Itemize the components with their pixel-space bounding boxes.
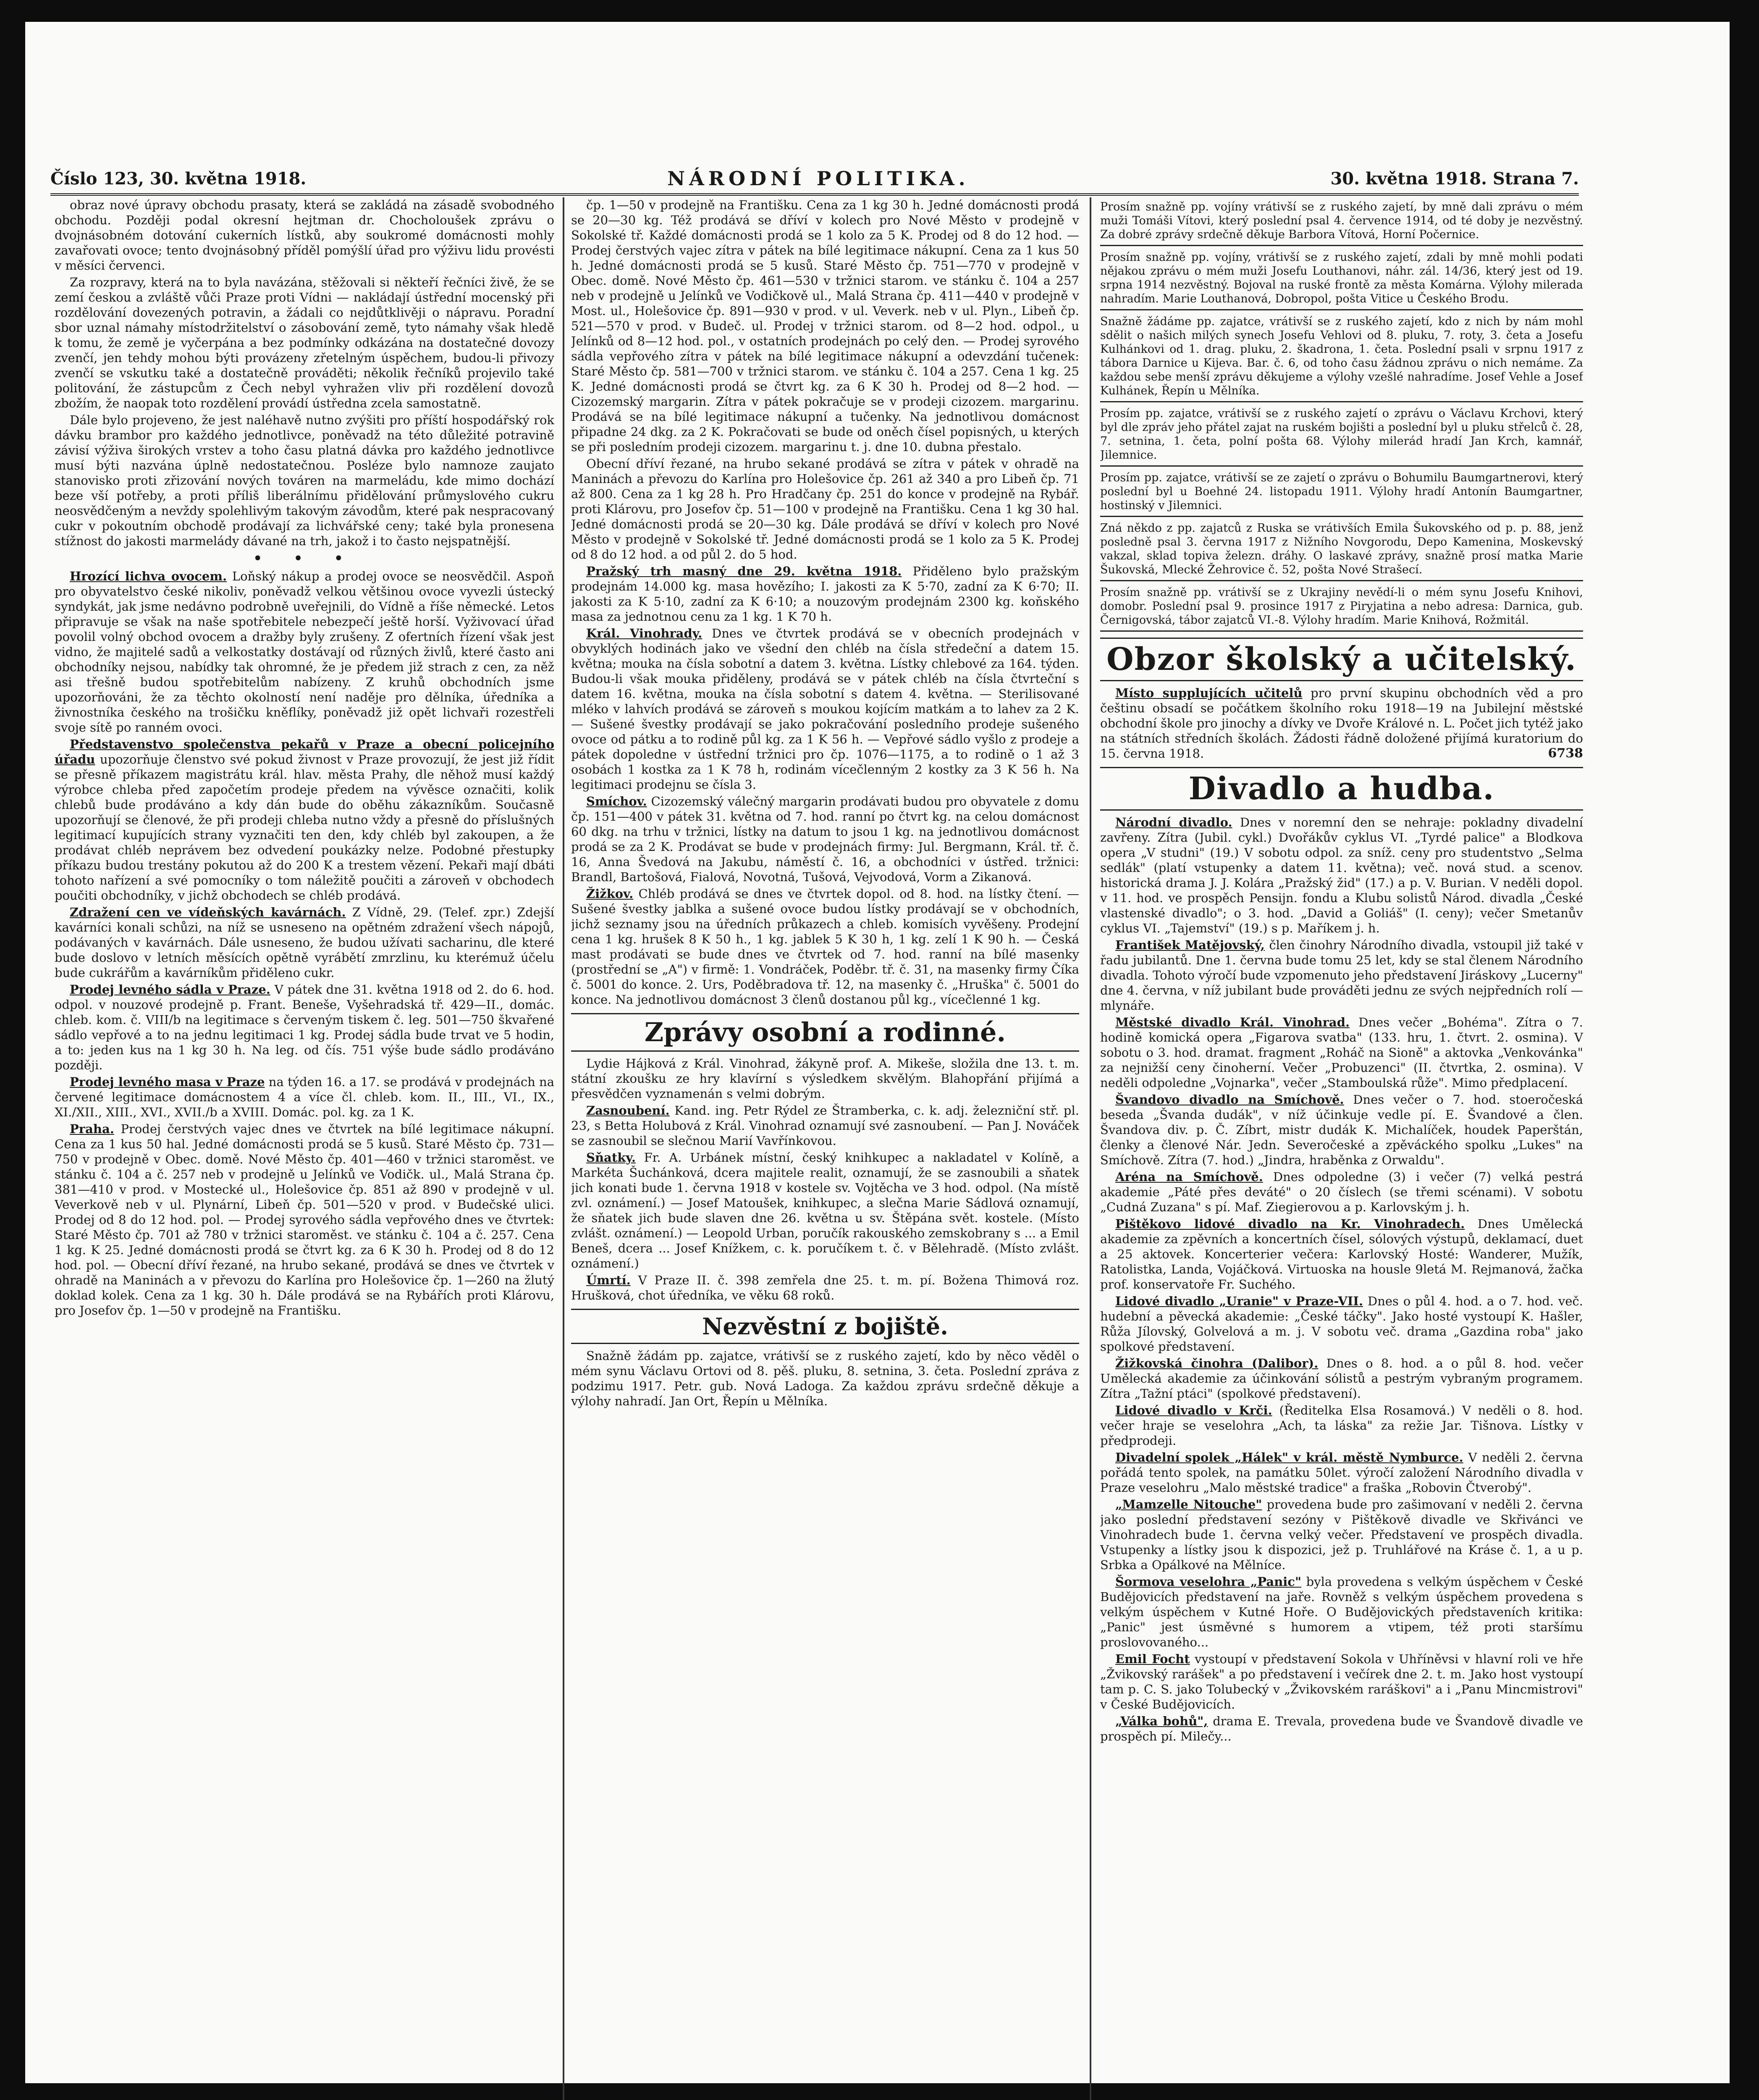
- news-body: Kand. ing. Petr Rýdel ze Štramberka, c. k. adj. železniční stř. pl. 23, s Betta Holubová z Král. Vinohrad oznamují své zasnoubení. — Pan J. Nováček se zasnoubil se slečnou Marií Vavřínkovou.: [571, 1103, 1079, 1148]
- news-item: [571, 794, 1079, 885]
- news-body: člen činohry Národního divadla, vstoupil již také v řadu jubilantů. Dne 1. června bude tomu 25 let, kdy se stal členem Národního divadla. Tohoto výročí bude vzpomenuto jeho představení Jiráskovy „Lucerny" dne 4. června, v níž jubilant bude prováděti jednu ze svých nejpředních rolí — mlynáře.: [1100, 938, 1583, 1013]
- news-lead: Prodej levného masa v Praze: [70, 1075, 265, 1089]
- news-body: Dnes večer o 7. hod. stoeročeská beseda „Švanda dudák", v níž účinkuje vedle pí. E. Švandové a člen. Švandova div. p. Č. Zíbrt, mistr dudák K. Michalíček, houdek Paperštán, členky a členové Nár. Jedn. Severočeské a zpěváckého spolku „Lukes" na Smíchově. Zítra (7. hod.) „Jindra, hraběnka z Orwaldu".: [1100, 1092, 1583, 1167]
- news-lead: Šormova veselohra „Panic": [1115, 1575, 1302, 1589]
- column-3: [1100, 197, 1583, 2100]
- column-1: [55, 197, 554, 2100]
- section-heading-theatre: Divadlo a hudba.: [1100, 767, 1583, 811]
- article-paragraph: Obecní dříví řezané, na hrubo sekané prodává se zítra v pátek v ohradě na Maninách a převozu do Karlína pro Holešovice čp. 261 až 340 a pro Libeň čp. 71 až 800. Cena za 1 kg 28 h. Pro Hradčany čp. 251 do konce v prodejně na Rybář. proti Klárovu, pro Josefov čp. 51—100 v prodejně na Františku. Cena 1 kg 30 hal. Jedné domácnosti prodá se 20—30 kg. Dále prodává se dříví v kolech pro Nové Město v prodejně v Sokolské tř. Jedné domácnosti prodá se 1 kolo za 5 K. Prodej od 8 do 12 hod. a od půl 2. do 5 hod.: [571, 457, 1079, 562]
- news-item: [1100, 1714, 1583, 1744]
- news-body: Dnes o 8. hod. a o půl 8. hod. večer Umělecká akademie za účinkování sólistů a pestrým vybraným programem. Zítra „Tažní ptáci" (spolkové představení).: [1100, 1356, 1583, 1401]
- missing-person-notice: Prosím snažně pp. vojíny vrátivší se z ruského zajetí, by mně dali zprávu o mém muži Tomáši Vítovi, který poslední psal 4. července 1914, od té doby je nezvěstný. Za dobré zprávy srdečně děkuje Barbora Vítová, Horní Počernice.: [1100, 197, 1583, 246]
- news-body: byla provedena s velkým úspěchem v České Budějovicích představení na jaře. Rovněž s velkým úspěchem provedena s velkým úspěchem v Kutné Hoře. O Budějovických představeních kritika: „Panic" jest úsměvné s humorem a vtipem, též proti staršímu proslovovaného...: [1100, 1575, 1583, 1649]
- section-heading-school: Obzor školský a učitelský.: [1100, 638, 1583, 681]
- news-body: V neděli 2. června pořádá tento spolek, na památku 50let. výročí založení Národního divadla v Praze veselohru „Malo městské tradice" a fraška „Robovin Čtverobý".: [1100, 1450, 1583, 1495]
- news-body: pro první skupinu obchodních věd a pro češtinu obsadí se počátkem školního roku 1918—19 na Jubilejní městské obchodní škole pro jinochy a dívky ve Dvoře Králové n. L. Počet jich tytéž jako na státních středních školách. Žádosti řádně doložené přijímá kuratorium do 15. června 1918.: [1100, 686, 1583, 761]
- news-item: [55, 982, 554, 1073]
- column-rule: [563, 197, 564, 2100]
- news-item: [1100, 1216, 1583, 1292]
- news-body: Chléb prodává se dnes ve čtvrtek dopol. od 8. hod. na lístky čtení. — Sušené švestky jablka a sušené ovoce budou lístky prodávají se v obchodních, jichž seznamy jsou na úředních průkazech a chleb. komisích vyvěšeny. Prodejní cena 1 kg. hrušek 8 K 50 h., 1 kg. jablek 5 K 30 h, 1 kg. zelí 1 K 90 h. — Česká mast prodávati se bude dnes ve čtvrtek od 7. hod. ranní na bílé masenky (prostřední se „A") v firmě: 1. Vondráček, Poděbr. tř. č. 31, na masenky firmy Číka č. 5001 do konce. 2. Urs, Poděbradova tř. 12, na masenky č. „Hruška" č. 5001 do konce. Na jednotlivou domácnost 3 členů dostanou půl kg., vícečlenné 1 kg.: [571, 887, 1079, 1007]
- news-lead: „Válka bohů",: [1115, 1714, 1208, 1728]
- news-body: Prodej čerstvých vajec dnes ve čtvrtek na bílé legitimace nákupní. Cena za 1 kus 50 hal. Jedné domácnosti prodá se 5 kusů. Staré Město čp. 731—750 v prodejně v Obec. domě. Nové Město čp. 401—460 v tržnici staroměst. ve stánku č. 104 a č. 257 neb v prodejně u Jelínků ve Vodičk. ul., Malá Strana čp. 381—410 v prod. v Mostecké ul., Holešovice čp. 851 až 890 v prodejně v ul. Veverkově neb v ul. Plynární, Libeň čp. 501—520 v prod. v Budečské ulici. Prodej od 8 do 12 hod. pol. — Prodej syrového sádla vepřového dnes ve čtvrtek: Staré Město čp. 701 až 780 v tržnici staroměst. ve stánku č. 104 a č. 257. Cena 1 kg. K 25. Jedné domácnosti prodá se čtvrt kg. za 6 K 30 h. Prodej od 8 do 12 hod. pol. — Obecní dříví řezané, na hrubo sekané, prodává se dnes ve čtvrtek v ohradě na Maninách a v převozu do Karlína pro Holešovice čp. 1—260 na žlutý doklad kolek. Cena za 1 kg. 30 h. Dále prodává se na Rybářích proti Klárovu, pro Josefov čp. 1—50 v prodejně na Františku.: [55, 1122, 554, 1318]
- news-item: [571, 1103, 1079, 1148]
- scan-border-top: [0, 0, 1759, 22]
- news-lead: Pištěkovo lidové divadlo na Kr. Vinohradech.: [1115, 1217, 1465, 1231]
- article-paragraph: Snažně žádám pp. zajatce, vrátivší se z ruského zajetí, kdo by něco věděl o mém synu Václavu Ortovi od 8. pěš. pluku, 8. setnina, 3. četa. Poslední zpráva z podzimu 1917. Petr. gub. Nová Ladoga. Za každou zprávu srdečně děkuje a výlohy nahradí. Jan Ort, Řepín u Mělníka.: [571, 1349, 1079, 1408]
- news-body: (Ředitelka Elsa Rosamová.) V neděli o 8. hod. večer hraje se veselohra „Ach, ta láska" za režie Jar. Tišnova. Lístky v předprodeji.: [1100, 1403, 1583, 1448]
- news-body: Dnes o půl 4. hod. a o 7. hod. več. hudební a pěvecká akademie: „České táčky". Jako hosté vystoupí K. Hašler, Růža Jílovský, Golvelová a m. j. V sobotu več. drama „Gazdina roba" jako spolkové představení.: [1100, 1294, 1583, 1354]
- issue-info: Číslo 123, 30. května 1918.: [50, 168, 307, 189]
- news-item: [1100, 1497, 1583, 1572]
- section-heading-personal: Zprávy osobní a rodinné.: [571, 1013, 1079, 1052]
- news-lead: František Matějovský,: [1115, 938, 1265, 952]
- news-lead: Hrozící lichva ovocem.: [70, 569, 227, 583]
- article-paragraph: Lydie Hájková z Král. Vinohrad, žákyně prof. A. Mikeše, složila dne 13. t. m. státní zkoušku ze hry klavírní s výsledkem skvělým. Blahopřání přijímá a přesvědčen vyznamenán s velmi dobrým.: [571, 1056, 1079, 1101]
- news-lead: Úmrtí.: [586, 1273, 631, 1287]
- news-item: [1100, 1403, 1583, 1448]
- news-item: [1100, 1092, 1583, 1168]
- news-item: [571, 564, 1079, 624]
- news-lead: Národní divadlo.: [1115, 815, 1232, 830]
- news-body: na týden 16. a 17. se prodává v prodejnách na červené legitimace domácnostem 4 a více čl. chleb. kom. II., III., VI., IX., XI./XII., XIII., XVI., XVII./b a XVIII. Domác. pol. kg. za 1 K.: [55, 1075, 554, 1119]
- scan-border-left: [0, 0, 25, 2100]
- news-lead: Pražský trh masný dne 29. května 1918.: [586, 564, 902, 578]
- news-body: upozorňuje členstvo své pokud živnost v Praze provozují, že jest již řídit se přesně příkazem magistrátu král. hlav. města Prahy, dle něhož musí každý výrobce chleba před započetím prodeje předem na vývěsce označiti, kolik chlebů bude prodáváno a kdy dán bude do oběhu zákazníkům. Současně upozorňují se členové, že při prodeji chleba nutno vždy a přesně do příslušných legitimací kupujících strany vyznačiti ten den, kdy chléb byl zakoupen, a že prodávat chléb neprávem bez odvedení poukázky nelze. Podobné přestupky příkazu budou trestány pokutou až do 200 K a trestem vězení. Pekaři mají dbáti tohoto nařízení a své pomocníky o tom náležitě poučiti a zároveň v obchodech poučiti obchodníky, v jichž obchodech se chléb prodává.: [55, 752, 554, 903]
- missing-person-notice: Snažně žádáme pp. zajatce, vrátivší se z ruského zajetí, kdo z nich by nám mohl sdělit o našich milých synech Josefu Vehlovi od 8. pluku, 7. roty, 3. četa a Josefu Kulhánkovi od 1. drag. pluku, 2. škadrona, 1. četa. Poslední psali v srpnu 1917 z tábora Darnice u Kijeva. Bar. č. 6, od toho času žádnou zprávu o nich nemáme. Za každou sebe menší zprávu děkujeme a výlohy vzešlé nahradíme. Josef Vehle a Josef Kulhánek, Řepín u Mělníka.: [1100, 312, 1583, 402]
- news-lead: Emil Focht: [1115, 1652, 1190, 1666]
- article-paragraph: Za rozpravy, která na to byla navázána, stěžovali si někteří řečníci živě, že se zemí českou a zvláště vůči Praze proti Vídni — nakládají ústřední mocenský při rozdělování dovezených potravin, a žádali co nejdůtklivěji o nápravu. Poradní sbor uznal námahy místodržitelství o zásobování země, tyto námahy však hledě k tomu, že země je vyčerpána a bez podmínky odkázána na dostatečné dovozy zvenčí, jen tehdy mohou býti provázeny zřetelným úspěchem, budou-li přivozy zvenčí se vskutku také a dostatečně prováděti; několik řečníků projevilo také politování, že zástupcům z Čech nebyl vyhražen vliv při rozdělení dovozů zbožím, že naopak toto rozdělení provádí ústředna zcela samostatně.: [55, 275, 554, 410]
- ad-number: 6738: [1548, 746, 1583, 761]
- news-item: [55, 1121, 554, 1318]
- news-item: [55, 737, 554, 903]
- news-body: Fr. A. Urbánek místní, český knihkupec a nakladatel v Kolíně, a Markéta Šuchánková, dcera majitele realit, oznamují, že se zasnoubili a sňatek jich konati bude 1. června 1918 v kostele sv. Vojtěcha ve 3 hod. odpol. (Na místě zvl. oznámení.) — Josef Matoušek, knihkupec, a slečna Marie Sádlová oznamují, že sňatek jich bude slaven dne 26. května u sv. Štěpána svět. kostele. (Místo zvlášt. oznámení.) — Leopold Urban, poručík rakouského zemskobrany s ... a Emil Beneš, dcera ... Josef Knížkem, c. k. poručíkem t. č. v Bělehradě. (Místo zvlášt. oznámení.): [571, 1150, 1079, 1270]
- news-item: [571, 1273, 1079, 1303]
- news-body: Dnes v noremní den se nehraje: pokladny divadelní zavřeny. Zítra (Jubil. cykl.) Dvořákův cyklus VI. „Tyrdé palice" a Blodkova opera „V studni" (19.) V sobotu odpol. za sníž. ceny pro studentstvo „Selma sedlák" (platí vstupenky a datem 11. května); več. nová stud. a scenov. historická drama J. J. Kolára „Pražský žid" (17.) a p. V. Burian. V neděli dopol. v 11. hod. ve prospěch Pensijn. fondu a Klubu solistů Národ. divadla „České vlastenské divadlo"; o 3. hod. „David a Goliáš" (I. ceny); večer Smetanův cyklus VI. „Tajemství" (19.) s p. Maříkem j. h.: [1100, 815, 1583, 935]
- page-header: [50, 164, 1579, 196]
- news-lead: Smíchov.: [586, 794, 647, 808]
- news-body: vystoupí v představení Sokola v Uhříněvsi v hlavní roli ve hře „Žvikovský rarášek" a po představení i večírek dne 2. t. m. Jako host vystoupí tam p. C. S. jako Tolubecký v „Žvikovském raráškovi" a i „Panu Mincmistrovi" v České Budějovicích.: [1100, 1652, 1583, 1712]
- missing-person-notice: Prosím snažně pp. vojíny, vrátivší se z ruského zajetí, zdali by mně mohli podati nějakou zprávu o mém muži Josefu Louthanovi, náhr. zál. 14/36, který jest od 19. srpna 1914 nezvěstný. Bojoval na ruské frontě za města Komárna. Výlohy milerada nahradím. Marie Louthanová, Dobropol, pošta Vitice u Českého Brodu.: [1100, 248, 1583, 310]
- news-item: [1100, 937, 1583, 1013]
- news-item: [55, 905, 554, 980]
- news-lead: Lidové divadlo „Uranie" v Praze-VII.: [1115, 1294, 1363, 1308]
- news-item: [571, 1150, 1079, 1271]
- missing-person-notice: Prosím pp. zajatce, vrátivší se ze zajetí o zprávu o Bohumilu Baumgartnerovi, který poslední byl u Boehné 24. listopadu 1911. Výlohy hradí Antonín Baumgartner, hostinský v Jilemnici.: [1100, 468, 1583, 517]
- separator-dots: • • •: [252, 549, 357, 568]
- news-body: Loňský nákup a prodej ovoce se neosvědčil. Aspoň pro obyvatelstvo české nikoliv, poněvadž velkou většinou ovoce vyvezli ústecký syndykát, jak jsme nedávno podrobně uveřejnili, do Vídně a říše německé. Letos připravuje se však na naše spotřebitele nebezpečí ještě horší. Vyživovací úřad povolil volný obchod ovocem a dražby byly zrušeny. Z ofertních řízení však jest vidno, že majitelé sadů a velkostatky dostávají od různých živlů, které často ani obchodníky nejsou, nabídky tak ohromné, že je předem již strach z cen, za něž asi třešně budou spotřebitelům nabízeny. Z kruhů obchodních jsme upozorňováni, že za těchto okolností není naděje pro dělníka, úředníka a živnostníka českého na trošičku kněflíky, poněvadž již opět lichvaři rozestřeli svoje sítě po ranném ovoci.: [55, 569, 554, 735]
- news-item: [1100, 1651, 1583, 1712]
- news-body: Dnes večer „Bohéma". Zítra o 7. hodině komická opera „Figarova svatba" (133. hru, 1. čtvrt. 2. osmina). V sobotu o 3. hod. dramat. fragment „Roháč na Sioně" a aktovka „Venkovánka" za nejnižší ceny činoherní. Večer „Probuzenci" (II. čtvrtka, 2. osmina). V neděli odpoledne „Vojnarka", večer „Stamboulská růže". Mimo předplacení.: [1100, 1015, 1583, 1090]
- news-item: [1100, 815, 1583, 936]
- news-lead: Žižkovská činohra (Dalibor).: [1115, 1356, 1319, 1370]
- missing-person-notice: Prosím snažně pp. vrátivší se z Ukrajiny nevědí-li o mém synu Josefu Knihovi, domobr. Poslední psal 9. prosince 1917 z Piryjatina a nebo adresa: Darnica, gub. Černigovská, tábor zajatců VI.-8. Výlohy hradím. Marie Knihová, Rožmitál.: [1100, 583, 1583, 632]
- news-lead: Aréna na Smíchově.: [1115, 1170, 1263, 1184]
- article-paragraph: čp. 1—50 v prodejně na Františku. Cena za 1 kg 30 h. Jedné domácnosti prodá se 20—30 kg. Též prodává se dříví v kolech pro Nové Město v prodejně v Sokolské tř. Každé domácnosti prodá se 1 kolo za 5 K. Prodej od 8 do 12 hod. — Prodej čerstvých vajec zítra v pátek na bílé legitimace nákupní. Cena za 1 kus 50 h. Jedné domácnosti prodá se 5 kusů. Staré Město čp. 751—770 v prodejně v Obec. domě. Nové Město čp. 461—530 v tržnici starom. ve stánku č. 104 a 257 neb v prodejně u Jelínků ve Vodičkově ul., Malá Strana čp. 411—440 v prodejně v Most. ul., Holešovice čp. 891—930 v prod. v ul. Veverk. neb v ul. Plyn., Libeň čp. 521—570 v prod. v Budeč. ul. Prodej v tržnici starom. od 8—2 hod. odpol., u Jelínků od 8—12 hod. pol., v ostatních prodejnách po celý den. — Prodej syrového sádla vepřového zítra v pátek na bílé legitimace nákupní a odevzdání tučenek: Staré Město čp. 581—700 v tržnici starom. ve stánku č. 104 a 257. Cena 1 kg. 25 K. Jedné domácnosti prodá se čtvrt kg. za 6 K 30 h. Prodej od 8—2 hod. — Cizozemský margarin. Zítra v pátek pokračuje se v prodeji cizozem. margarinu. Prodává se na bílé legitimace nákupní a tučenky. Na jednotlivou domácnost připadne 24 dkg. za 2 K. Pokračovati se bude od oněch čísel popisných, u kterých se při posledním prodeji cizozem. margarinu t. j. dne 10. dubna přestalo.: [571, 198, 1079, 454]
- news-lead: Praha.: [70, 1122, 114, 1136]
- article-paragraph: Dále bylo projeveno, že jest naléhavě nutno zvýšiti pro příští hospodářský rok dávku brambor pro každého jednotlivce, poněvadž na této důležité potravině závisí výživa širokých vrstev a toho času platná dávka pro každého jednotlivce musí býti nazvána úplně nedostatečnou. Posléze bylo namnoze zaujato stanovisko proti zřizování nových továren na marmeládu, kde mimo dochází beze vší potřeby, a proti příliš liberálnímu přidělování průmyslového cukru neosvědčeným a nevždy spolehlivým takovým závodům, které pak nespracovaný cukr v pokoutním obchodě prodávají za lichvářské ceny; také byla pronesena stížnost do jakosti marmelády dávané na trh, jakož i to často nejspatnější.: [55, 413, 554, 548]
- news-item: [1100, 1015, 1583, 1090]
- news-body: Cizozemský válečný margarin prodávati budou pro obyvatele z domu čp. 151—400 v pátek 31. května od 7. hod. ranní po čtvrt kg. na celou domácnost 60 dkg. na trhu v tržnici, lístky na datum to jsou 1 kg. na jednotlivou domácnost prodá se za 2 K. Prodávat se bude v prodejnách firmy: Jul. Bergmann, Král. tř. č. 16, Anna Švedová na Jakubu, náměstí č. 16, a obchodníci v ústřed. tržnici: Brandl, Bartošová, Fialová, Novotná, Tušová, Vejvodová, Vorm a Zikanová.: [571, 794, 1079, 884]
- news-lead: Lidové divadlo v Krči.: [1115, 1403, 1272, 1418]
- news-body: drama E. Trevala, provedena bude ve Švandově divadle ve prospěch pí. Milečy...: [1100, 1714, 1583, 1743]
- news-item: [55, 1074, 554, 1120]
- news-lead: Představenstvo společenstva pekařů v Praze a obecní policejního úřadu: [55, 737, 554, 766]
- news-lead: Zdražení cen ve vídeňských kavárnách.: [70, 905, 346, 919]
- news-lead: Zasnoubení.: [586, 1103, 670, 1118]
- news-body: Přiděleno bylo pražským prodejnám 14.000 kg. masa hovězího; I. jakosti za K 5·70, zadní za K 6·70; II. jakosti za K 5·10, zadní za K 6·10; a nouzovým prodejnám 2300 kg. koňského masa za jednotnou cenu za 1 kg. 1 K 70 h.: [571, 564, 1079, 624]
- news-item: [1100, 1450, 1583, 1495]
- news-body: Dnes Umělecká akademie za zpěvních a koncertních čísel, sólových výstupů, deklamací, duet a 25 aktovek. Koncerterier večera: Karlovský Hosté: Wanderer, Mužík, Ratolistka, Landa, Vojáčková. Virtuoska na housle 9letá M. Rejmanová, žačka prof. konservatoře Fr. Suchého.: [1100, 1217, 1583, 1292]
- column-rule: [1090, 197, 1091, 2100]
- page-info: 30. května 1918. Strana 7.: [1330, 168, 1579, 189]
- section-heading-missing: Nezvěstní z bojiště.: [571, 1309, 1079, 1344]
- news-lead: Sňatky.: [586, 1150, 636, 1165]
- article-paragraph: obraz nové úpravy obchodu prasaty, která se zakládá na zásadě svobodného obchodu. Později podal okresní hejtman dr. Chocholoušek zprávu o dvojnásobném dotování cukerních lístků, aby soukromé domácnosti mohly zavařovati ovoce; tento dvojnásobný příděl pomýšlí úřad pro výživu lidu provésti v měsíci červenci.: [55, 198, 554, 273]
- newspaper-title: NÁRODNÍ POLITIKA.: [667, 167, 970, 190]
- news-lead: Prodej levného sádla v Praze.: [70, 982, 270, 997]
- news-item: [1100, 1356, 1583, 1401]
- news-lead: Švandovo divadlo na Smíchově.: [1115, 1092, 1344, 1107]
- news-item: [55, 569, 554, 735]
- missing-person-notice: Prosím pp. zajatce, vrátivší se z ruského zajetí o zprávu o Václavu Krchovi, který byl dle zpráv jeho přátel zajat na ruském bojišti a poslední byl u pluku střelců č. 28, 7. setnina, 1. četa, polní pošta 68. Výlohy milerád hradí Jan Krch, kamnář, Jilemnice.: [1100, 404, 1583, 467]
- column-2: [571, 197, 1079, 2100]
- missing-person-notice: Zná někdo z pp. zajatců z Ruska se vrátivších Emila Šukovského od p. p. 88, jenž posledně psal 3. června 1917 z Nižního Novgorodu, Depo Kamenina, Moskevský vakzal, sklad topiva železn. dráhy. O laskavé zprávy, snažně prosí matka Marie Šukovská, Mlecké Žehrovice č. 52, pošta Nové Strašecí.: [1100, 519, 1583, 581]
- scan-border-right: [1730, 0, 1759, 2100]
- news-lead: Městské divadlo Král. Vinohrad.: [1115, 1015, 1350, 1029]
- news-lead: „Mamzelle Nitouche": [1115, 1497, 1262, 1512]
- news-item: [1100, 1169, 1583, 1215]
- news-lead: Místo supplujících učitelů: [1115, 686, 1303, 700]
- news-lead: Divadelní spolek „Hálek" v král. městě Nymburce.: [1115, 1450, 1463, 1465]
- news-body: V pátek dne 31. května 1918 od 2. do 6. hod. odpol. v nouzové prodejně p. Frant. Beneše, Vyšehradská tř. 429—II., domác. chleb. kom. č. VIII/b na legitimace s červeným tiskem č. leg. 501—750 škvařené sádlo vepřové a to na jednu legitimaci 1 kg. Prodej sádla bude trvat ve 5 hodin, a to: jeden kus na 1 kg 30 h. Na leg. od čís. 751 výše bude sádlo prodáváno později.: [55, 982, 554, 1072]
- news-item: [1100, 685, 1583, 761]
- news-item: [571, 626, 1079, 792]
- news-item: [1100, 1574, 1583, 1650]
- news-body: Z Vídně, 29. (Telef. zpr.) Zdejší kavárníci konali schůzi, na níž se usneseno na opětném zdražení všech nápojů, podávaných v kavárnách. Dále usneseno, že budou užívati sacharinu, dle které bude doslovo v letních měsících opětně vyrábětí zmrzlinu, ku kterémuž účelu bude cukrářům a kavárníkům přiděleno cukr.: [55, 905, 554, 980]
- news-lead: Žižkov.: [586, 887, 634, 901]
- news-lead: Král. Vinohrady.: [586, 626, 703, 640]
- news-body: V Praze II. č. 398 zemřela dne 25. t. m. pí. Božena Thimová roz. Hrušková, chot úředníka, ve věku 68 roků.: [571, 1273, 1079, 1302]
- news-item: [571, 886, 1079, 1007]
- news-body: provedena bude pro zašimovaní v neděli 2. června jako poslední představení sezóny v Pištěkově divadle ve Skřivánci ve Vinohradech bude 1. června velký večer. Představení ve prospěch divadla. Vstupenky a lístky jsou k dispozici, jež p. Truhlářové na Kráse č. 1, a u p. Srbka a Opálkové na Mělníce.: [1100, 1497, 1583, 1572]
- news-body: Dnes odpoledne (3) i večer (7) velká pestrá akademie „Páté přes deváté" o 20 číslech (se třemi scénami). V sobotu „Cudná Zuzana" s pí. Maf. Ziegierovou a p. Karlovským j. h.: [1100, 1170, 1583, 1214]
- news-item: [1100, 1294, 1583, 1354]
- news-body: Dnes ve čtvrtek prodává se v obecních prodejnách v obvyklých hodinách jako ve všední den chléb na čísla středeční a datem 15. května; mouka na čísla sobotní a datem 3. května. Lístky chlebové za 164. týden. Budou-li však mouka přiděleny, prodává se v pátek chléb na čísla čtvrteční s datem 16. května, mouka na čísla sobotní s datem 4. května. — Sterilisované mléko v lahvích prodává se zároveň s moukou kojícím matkám a to lahev za 2 K. — Sušené švestky prodávají se jako pokračování posledního prodeje sušeného ovoce od pátku a to rodině půl kg. za 1 K 56 h. — Vepřové sádlo vyšlo z prodeje a pátek dopoledne v ústřední tržnici pro čp. 1076—1175, a to rodině o 1 až 3 osobách 1 kostka za 1 K 78 h, rodinám vícečlenným 2 kostky za 3 K 56 h. Na legitimaci prodejnu se čísla 3.: [571, 626, 1079, 792]
